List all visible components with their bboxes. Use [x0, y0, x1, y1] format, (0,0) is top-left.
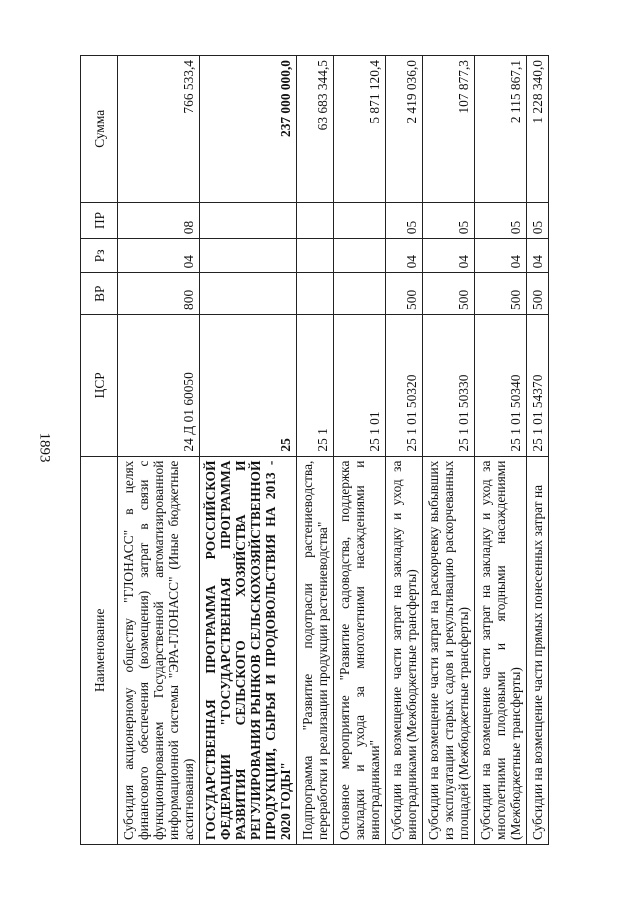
cell-sum: 2 115 867,1: [475, 56, 527, 203]
cell-name: Субсидии на возмещение части прямых понесенных затрат на: [527, 456, 549, 844]
cell-csr: 25 1 01 50320: [386, 314, 423, 456]
budget-table: [80, 55, 549, 845]
cell-pr: 05: [475, 202, 527, 239]
cell-vr: 800: [118, 273, 200, 315]
cell-csr: 25 1: [297, 314, 334, 456]
cell-pr: 05: [527, 202, 549, 239]
cell-vr: 500: [475, 273, 527, 315]
cell-pr: [200, 202, 297, 239]
cell-rz: 04: [386, 239, 423, 273]
table-row: [118, 56, 200, 845]
page-number: 1893: [36, 432, 53, 463]
table-row: [527, 56, 549, 845]
header-pr: ПР: [81, 202, 118, 239]
cell-rz: 04: [475, 239, 527, 273]
cell-rz: [334, 239, 386, 273]
header-csr: ЦСР: [81, 314, 118, 456]
cell-pr: 08: [118, 202, 200, 239]
table-row: [386, 56, 423, 845]
cell-csr: 25 1 01 54370: [527, 314, 549, 456]
cell-sum: 766 533,4: [118, 56, 200, 203]
cell-sum: 107 877,3: [423, 56, 475, 203]
cell-csr: 25 1 01 50340: [475, 314, 527, 456]
cell-name: Субсидии на возмещение части затрат на закладку и уход за виноградниками (Межбюджетные трансферты): [386, 456, 423, 844]
cell-name: Субсидия акционерному обществу "ГЛОНАСС" в целях финансового обеспечения (возмещения) затрат в связи с функционированием Государственной автоматизированной информационной системы "ЭРА-ГЛОНАСС" (Иные бюджетные ассигнования): [118, 456, 200, 844]
cell-vr: [297, 273, 334, 315]
cell-name: ГОСУДАРСТВЕННАЯ ПРОГРАММА РОССИЙСКОЙ ФЕДЕРАЦИИ "ГОСУДАРСТВЕННАЯ ПРОГРАММА РАЗВИТИЯ СЕЛЬСКОГО ХОЗЯЙСТВА И РЕГУЛИРОВАНИЯ РЫНКОВ СЕЛЬСКОХОЗЯЙСТВЕННОЙ ПРОДУКЦИИ, СЫРЬЯ И ПРОДОВОЛЬСТВИЯ НА 2013 - 2020 ГОДЫ": [200, 456, 297, 844]
table-row: [334, 56, 386, 845]
cell-rz: [200, 239, 297, 273]
cell-pr: 05: [423, 202, 475, 239]
table-row: [200, 56, 297, 845]
cell-rz: [297, 239, 334, 273]
cell-name: Субсидии на возмещение части затрат на раскорчевку выбывших из эксплуатации старых садов и рекультивацию раскорчеванных площадей (Межбюджетные трансферты): [423, 456, 475, 844]
cell-vr: 500: [527, 273, 549, 315]
cell-vr: [200, 273, 297, 315]
cell-rz: 04: [527, 239, 549, 273]
cell-vr: [334, 273, 386, 315]
header-rz: Рз: [81, 239, 118, 273]
table-header-row: [81, 56, 118, 845]
cell-sum: 1 228 340,0: [527, 56, 549, 203]
cell-rz: 04: [118, 239, 200, 273]
cell-name: Основное мероприятие "Развитие садоводства, поддержка закладки и ухода за многолетними насаждениями и виноградниками": [334, 456, 386, 844]
cell-sum: 237 000 000,0: [200, 56, 297, 203]
cell-vr: 500: [423, 273, 475, 315]
table-row: [297, 56, 334, 845]
cell-csr: 25 1 01: [334, 314, 386, 456]
cell-vr: 500: [386, 273, 423, 315]
cell-sum: 5 871 120,4: [334, 56, 386, 203]
header-sum: Сумма: [81, 56, 118, 203]
cell-sum: 63 683 344,5: [297, 56, 334, 203]
cell-pr: [334, 202, 386, 239]
cell-name: Подпрограмма "Развитие подотрасли растениеводства, переработки и реализации продукции растениеводства": [297, 456, 334, 844]
header-name: Наименование: [81, 456, 118, 844]
table-row: [423, 56, 475, 845]
rotated-page: [80, 55, 610, 845]
cell-name: Субсидии на возмещение части затрат на закладку и уход за многолетними плодовыми и ягодными насаждениями (Межбюджетные трансферты): [475, 456, 527, 844]
cell-sum: 2 419 036,0: [386, 56, 423, 203]
cell-pr: [297, 202, 334, 239]
cell-csr: 25: [200, 314, 297, 456]
cell-csr: 24 Д 01 60050: [118, 314, 200, 456]
table-row: [475, 56, 527, 845]
cell-pr: 05: [386, 202, 423, 239]
cell-rz: 04: [423, 239, 475, 273]
cell-csr: 25 1 01 50330: [423, 314, 475, 456]
header-vr: ВР: [81, 273, 118, 315]
